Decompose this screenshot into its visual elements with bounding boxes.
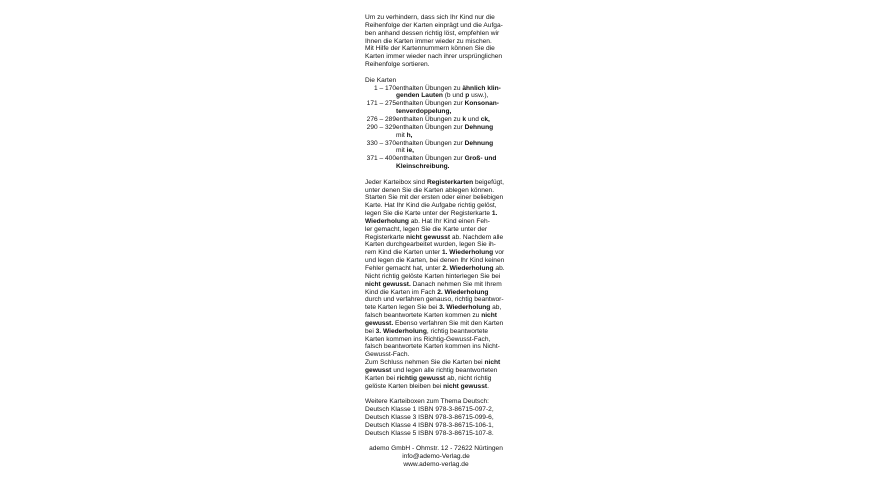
range-text: enthalten Übungen zu	[396, 115, 463, 123]
text-line: Reihenfolge der Karten einprägt und die Aufga-	[365, 21, 503, 29]
publisher-address: ademo GmbH - Ohmstr. 12 - 72622 Nürtingen	[369, 445, 503, 453]
text-line: Ihnen die Karten immer wieder zu mischen.	[365, 37, 492, 45]
range-topic: ie,	[406, 147, 414, 155]
range-topic: ck,	[480, 115, 490, 123]
range-number: 1 – 170	[374, 84, 396, 92]
range-topic: k	[462, 115, 467, 123]
card-range-row	[365, 85, 507, 93]
range-topic: ähnlich klin-	[462, 84, 501, 92]
range-text: enthalten Übungen zur	[396, 123, 465, 131]
list-item: Deutsch Klasse 4 ISBN 978-3-86715-106-1,	[365, 421, 494, 429]
range-text: enthalten Übungen zur	[396, 139, 465, 147]
list-item: Deutsch Klasse 1 ISBN 978-3-86715-097-2,	[365, 406, 494, 414]
range-topic: tenverdoppelung,	[396, 108, 452, 116]
publisher-email: info@ademo-Verlag.de	[402, 453, 470, 461]
range-topic: p	[465, 92, 470, 100]
text-line: Um zu verhindern, dass sich Ihr Kind nur die	[365, 14, 495, 21]
publisher-info	[365, 445, 507, 469]
range-number: 330 – 370	[366, 139, 396, 147]
range-topic: Dehnung	[464, 139, 494, 147]
register-instructions: Jeder Karteibox sind Registerkarten beigefügt, unter denen Sie die Karten ablegen können. Starten Sie mit der ersten oder einer beliebigen Karte. Hat Ihr Kind die Aufgabe richtig gelöst, legen Sie die Karte unter der Registerkarte 1. Wiederholung ab. Hat Ihr Kind einen Feh- ler gemacht, legen Sie die Karte unter der Registerkarte nicht gewusst ab. Nachdem alle Karten durchgearbeitet wurden, legen Sie ih- rem Kind die Karten unter 1. Wiederholung vor und legen die Karten, bei denen Ihr Kind keinen Fehler gemacht hat, unter 2. Wiederholung ab. Nicht richtig gelöste Karten hinterlegen Sie bei nicht gewusst. Danach nehmen Sie mit Ihrem Kind die Karten im Fach 2. Wiederholung durch und verfahren genauso, richtig beantwor- tete Karten legen Sie bei 3. Wiederholung ab, falsch beantwortete Karten kommen zu nicht gewusst. Ebenso verfahren Sie mit den Karten bei 3. Wiederholung, richtig beantwortete Karten kommen ins Richtig-Gewusst-Fach, falsch beantwortete Karten kommen ins Nicht- Gewusst-Fach. Zum Schluss nehmen Sie die Karten bei nicht gewusst und legen alle richtig beantworteten Karten bei richtig gewusst ab, nicht richtig gelöste Karten bleiben bei nicht gewusst.	[365, 178, 505, 390]
range-text: enthalten Übungen zur	[396, 100, 465, 108]
range-topic: h,	[406, 131, 413, 139]
card-range-row	[365, 124, 507, 132]
card-range-row	[365, 100, 507, 108]
range-topic: genden Lauten	[396, 92, 443, 100]
range-topic: Dehnung	[464, 123, 494, 131]
text-line: ben anhand dessen richtig löst, empfehlen wir	[365, 29, 500, 37]
list-heading: Weitere Karteiboxen zum Thema Deutsch:	[365, 398, 489, 406]
card-range-row	[365, 140, 507, 148]
list-item: Deutsch Klasse 3 ISBN 978-3-86715-099-6,	[365, 414, 494, 422]
range-topic: Kleinschreibung.	[396, 163, 450, 171]
section-heading: Die Karten	[365, 76, 397, 84]
card-ranges-section: Die Karten 1 – 170 enthalten Übungen zu ähnlich klin- genden Lauten (b und p usw.), 171 – 275 enthalten Übungen zur Konsonan- tenverdoppelung, 276 – 289 enthalten Übungen zu k und ck, 290 – 329 enthalten Übungen zur Dehnung mit h, 330 – 370 enthalten Übungen zur Dehnung mit ie, 371 – 400 enthalten Übungen zur Groß- und Kleinschreibung.	[365, 77, 507, 171]
intro-paragraph	[365, 14, 507, 69]
range-number: 276 – 289	[366, 115, 396, 123]
publisher-website: www.ademo-verlag.de	[403, 461, 469, 469]
card-range-row	[365, 155, 507, 163]
range-text: enthalten Übungen zu	[396, 84, 463, 92]
text-line: Reihenfolge sortieren.	[365, 61, 430, 69]
range-text: enthalten Übungen zur	[396, 155, 465, 163]
range-number: 171 – 275	[366, 100, 396, 108]
range-topic: Groß- und	[464, 155, 497, 163]
text-column	[365, 14, 507, 469]
range-number: 290 – 329	[366, 123, 396, 131]
list-item: Deutsch Klasse 5 ISBN 978-3-86715-107-8.	[365, 429, 494, 437]
range-number: 371 – 400	[366, 155, 396, 163]
more-boxes-list	[365, 398, 507, 437]
text-line: Mit Hilfe der Kartennummern können Sie die	[365, 45, 495, 53]
text-line: Karten immer wieder nach ihrer ursprünglichen	[365, 53, 503, 61]
range-topic: Konsonan-	[464, 100, 499, 108]
card-range-row: 276 – 289 enthalten Übungen zu k und ck,	[366, 115, 490, 123]
